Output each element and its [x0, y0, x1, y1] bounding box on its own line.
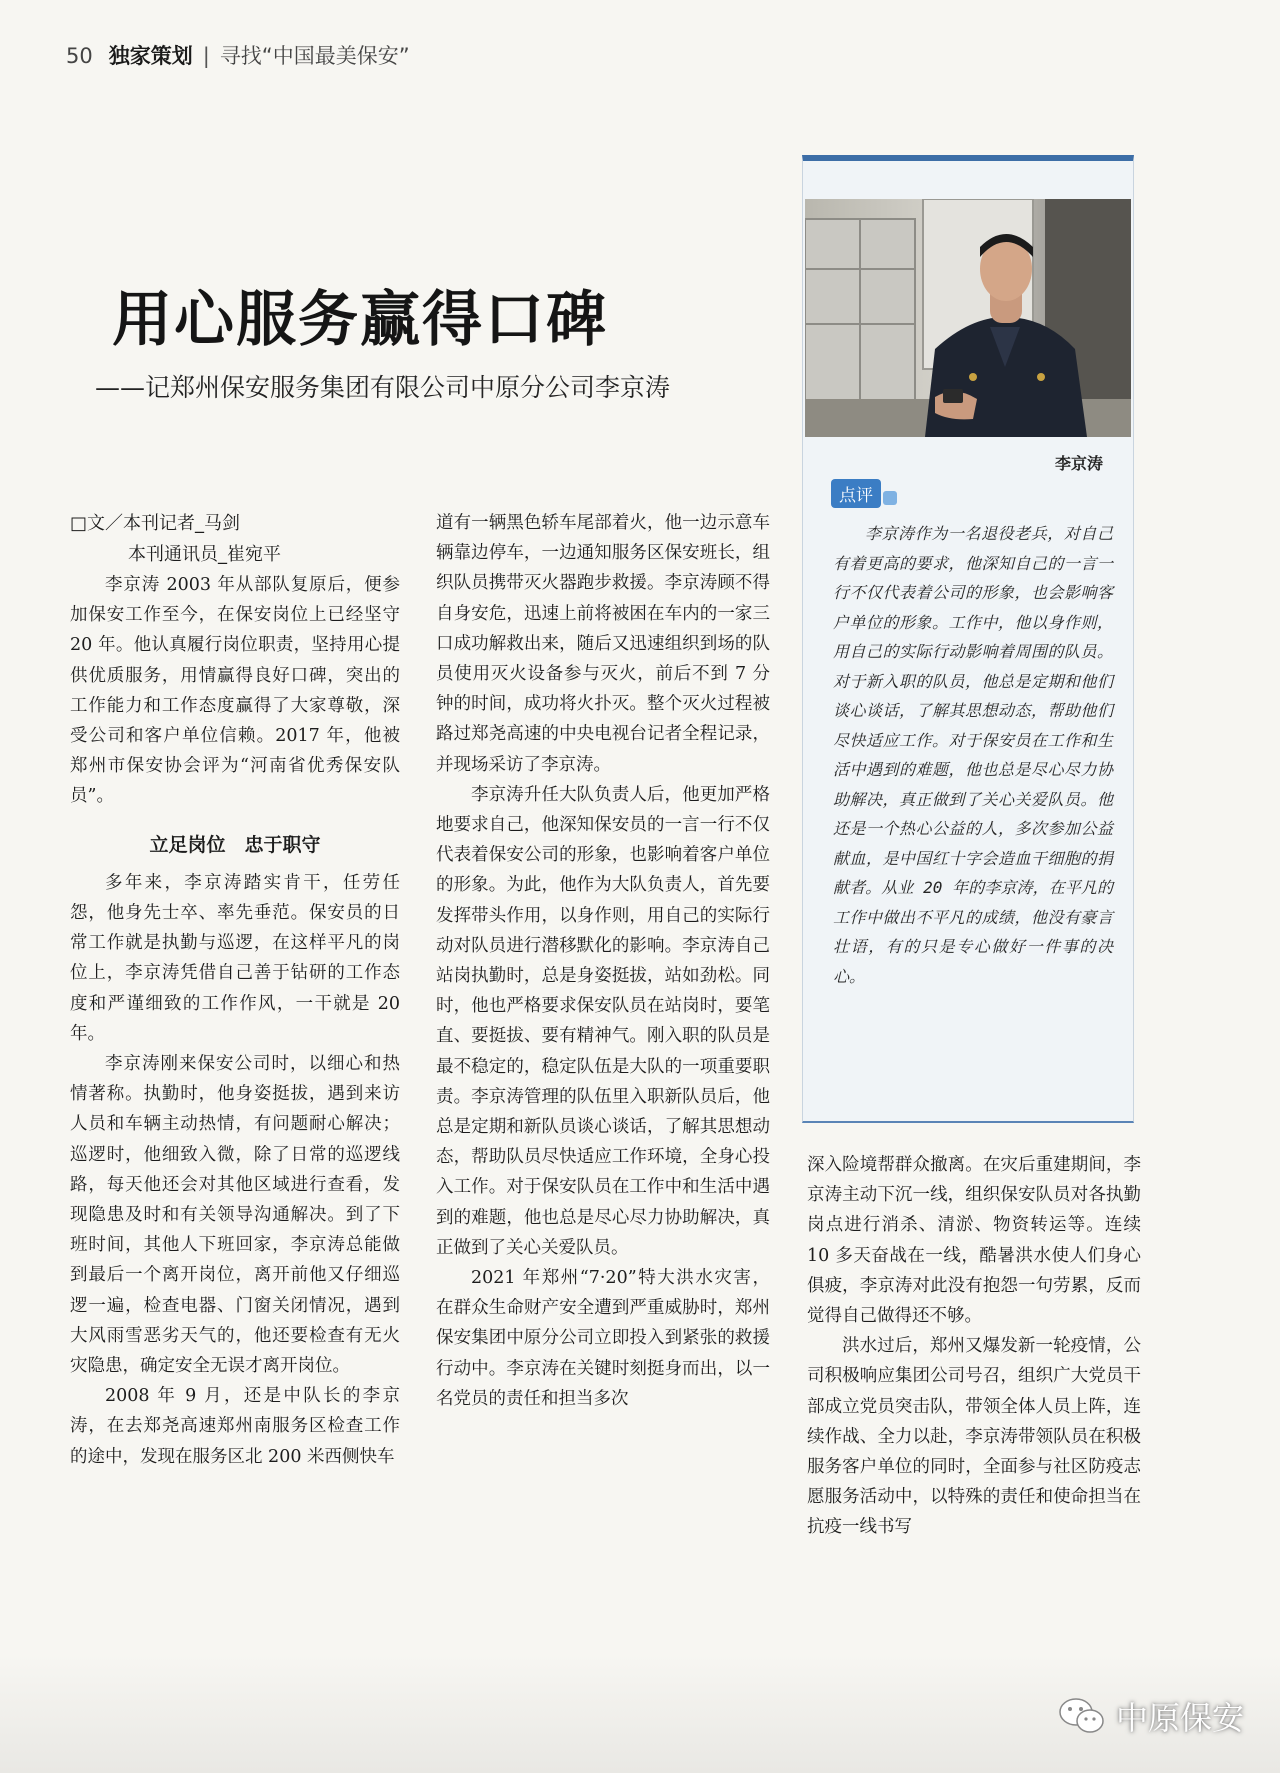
paragraph: 道有一辆黑色轿车尾部着火，他一边示意车辆靠边停车，一边通知服务区保安班长，组织队员携带灭火器跑步救援。李京涛顾不得自身安危，迅速上前将被困在车内的一家三口成功解救出来，随后又迅速组织到场的队员使用灭火设备参与灭火，前后不到 7 分钟的时间，成功将火扑灭。整个灭火过程被路过郑尧高速的中央电视台记者全程记录，并现场采访了李京涛。 [436, 513, 770, 775]
paragraph: 深入险境帮群众撤离。在灾后重建期间，李京涛主动下沉一线，组织保安队员对各执勤岗点进行消杀、清淤、物资转运等。连续 10 多天奋战在一线，酷暑洪水使人们身心俱疲，李京涛对此没有抱怨一句劳累，反而觉得自己做得还不够。 [807, 1155, 1141, 1327]
section-heading: 立足岗位 忠于职守 [149, 833, 321, 856]
wechat-account-name: 中原保安 [1115, 1699, 1244, 1737]
section-name: 独家策划 [108, 44, 193, 68]
comment-paragraph: 李京涛作为一名退役老兵，对自己有着更高的要求，他深知自己的一言一行不仅代表着公司的形象，也会影响客户单位的形象。工作中，他以身作则，用自己的实际行动影响着周围的队员。对于新入职的队员，他总是定期和他们谈心谈话，了解其思想动态，帮助他们尽快适应工作。对于保安员在工作和生活中遇到的难题，他也总是尽心尽力协助解决，真正做到了关心关爱队员。他还是一个热心公益的人，多次参加公益献血，是中国红十字会造血干细胞的捐献者。从业 20 年的李京涛，在平凡的工作中做出不平凡的成绩，他没有豪言壮语，有的只是专心做好一件事的决心。 [833, 524, 1113, 986]
article-subtitle: ——记郑州保安服务集团有限公司中原分公司李京涛 [95, 373, 671, 402]
paragraph: 李京涛 2003 年从部队复原后，便参加保安工作至今，在保安岗位上已经坚守 20 年。他认真履行岗位职责，坚持用心提供优质服务，用情赢得良好口碑，突出的工作能力和工作态度赢得了大家尊敬，深受公司和客户单位信赖。2017 年，他被郑州市保安协会评为“河南省优秀保安队员”。 [70, 575, 400, 807]
wechat-watermark [1058, 1693, 1244, 1739]
header-separator: | [202, 44, 210, 68]
paragraph: 多年来，李京涛踏实肯干，任劳任怨，他身先士卒、率先垂范。保安员的日常工作就是执勤与巡逻，在这样平凡的岗位上，李京涛凭借自己善于钻研的工作态度和严谨细致的工作作风，一干就是 20 年。 [70, 872, 400, 1044]
page-number: 50 [66, 44, 93, 68]
paragraph: 李京涛升任大队负责人后，他更加严格地要求自己，他深知保安员的一言一行不仅代表着保安公司的形象，也影响着客户单位的形象。为此，他作为大队负责人，首先要发挥带头作用，以身作则，用自己的实际行动对队员进行潜移默化的影响。李京涛自己站岗执勤时，总是身姿挺拔，站如劲松。同时，他也严格要求保安队员在站岗时，要笔直、要挺拔、要有精神气。刚入职的队员是最不稳定的，稳定队伍是大队的一项重要职责。李京涛管理的队伍里入职新队员后，他总是定期和新队员谈心谈话，了解其思想动态，帮助队员尽快适应工作环境，全身心投入工作。对于保安队员在工作中和生活中遇到的难题，他也总是尽心尽力协助解决，真正做到了关心关爱队员。 [436, 784, 770, 1258]
comment-sidebar [802, 155, 1134, 1123]
paragraph: 2008 年 9 月，还是中队长的李京涛，在去郑尧高速郑州南服务区检查工作的途中，发现在服务区北 200 米西侧快车 [70, 1386, 400, 1467]
byline [70, 508, 281, 570]
article-column-1 [70, 570, 400, 1472]
paragraph: 李京涛刚来保安公司时，以细心和热情著称。执勤时，他身姿挺拔，遇到来访人员和车辆主动热情，有问题耐心解决；巡逻时，他细致入微，除了日常的巡逻线路，每天他还会对其他区域进行查看，发现隐患及时和有关领导沟通解决。到了下班时间，其他人下班回家，李京涛总能做到最后一个离开岗位，离开前他又仔细巡逻一遍，检查电器、门窗关闭情况，遇到大风雨雪恶劣天气的，他还要检查有无火灾隐患，确定安全无误才离开岗位。 [70, 1054, 400, 1377]
photo-caption: 李京涛 [1054, 454, 1103, 473]
comment-text [833, 519, 1113, 991]
paragraph: 2021 年郑州“7·20”特大洪水灾害，在群众生命财产安全遭到严重威胁时，郑州保安集团中原分公司立即投入到紧张的救援行动中。李京涛在关键时刻挺身而出，以一名党员的责任和担当多次 [436, 1268, 770, 1409]
header-topic: 寻找“中国最美保安” [219, 44, 410, 68]
byline-correspondent: 本刊通讯员_崔宛平 [128, 544, 281, 565]
byline-writer: □文／本刊记者_马剑 [70, 513, 241, 534]
article-title: 用心服务赢得口碑 [112, 285, 608, 355]
portrait-photo [805, 199, 1131, 437]
comment-tag: 点评 [831, 479, 881, 508]
article-column-3 [807, 1150, 1141, 1543]
tag-decoration [883, 491, 897, 505]
article-column-2 [436, 508, 770, 1414]
paragraph: 洪水过后，郑州又爆发新一轮疫情，公司积极响应集团公司号召，组织广大党员干部成立党员突击队，带领全体人员上阵，连续作战、全力以赴，李京涛带领队员在积极服务客户单位的同时，全面参与社区防疫志愿服务活动中，以特殊的责任和使命担当在抗疫一线书写 [807, 1336, 1141, 1538]
page-header [66, 40, 410, 70]
wechat-icon [1058, 1696, 1106, 1736]
